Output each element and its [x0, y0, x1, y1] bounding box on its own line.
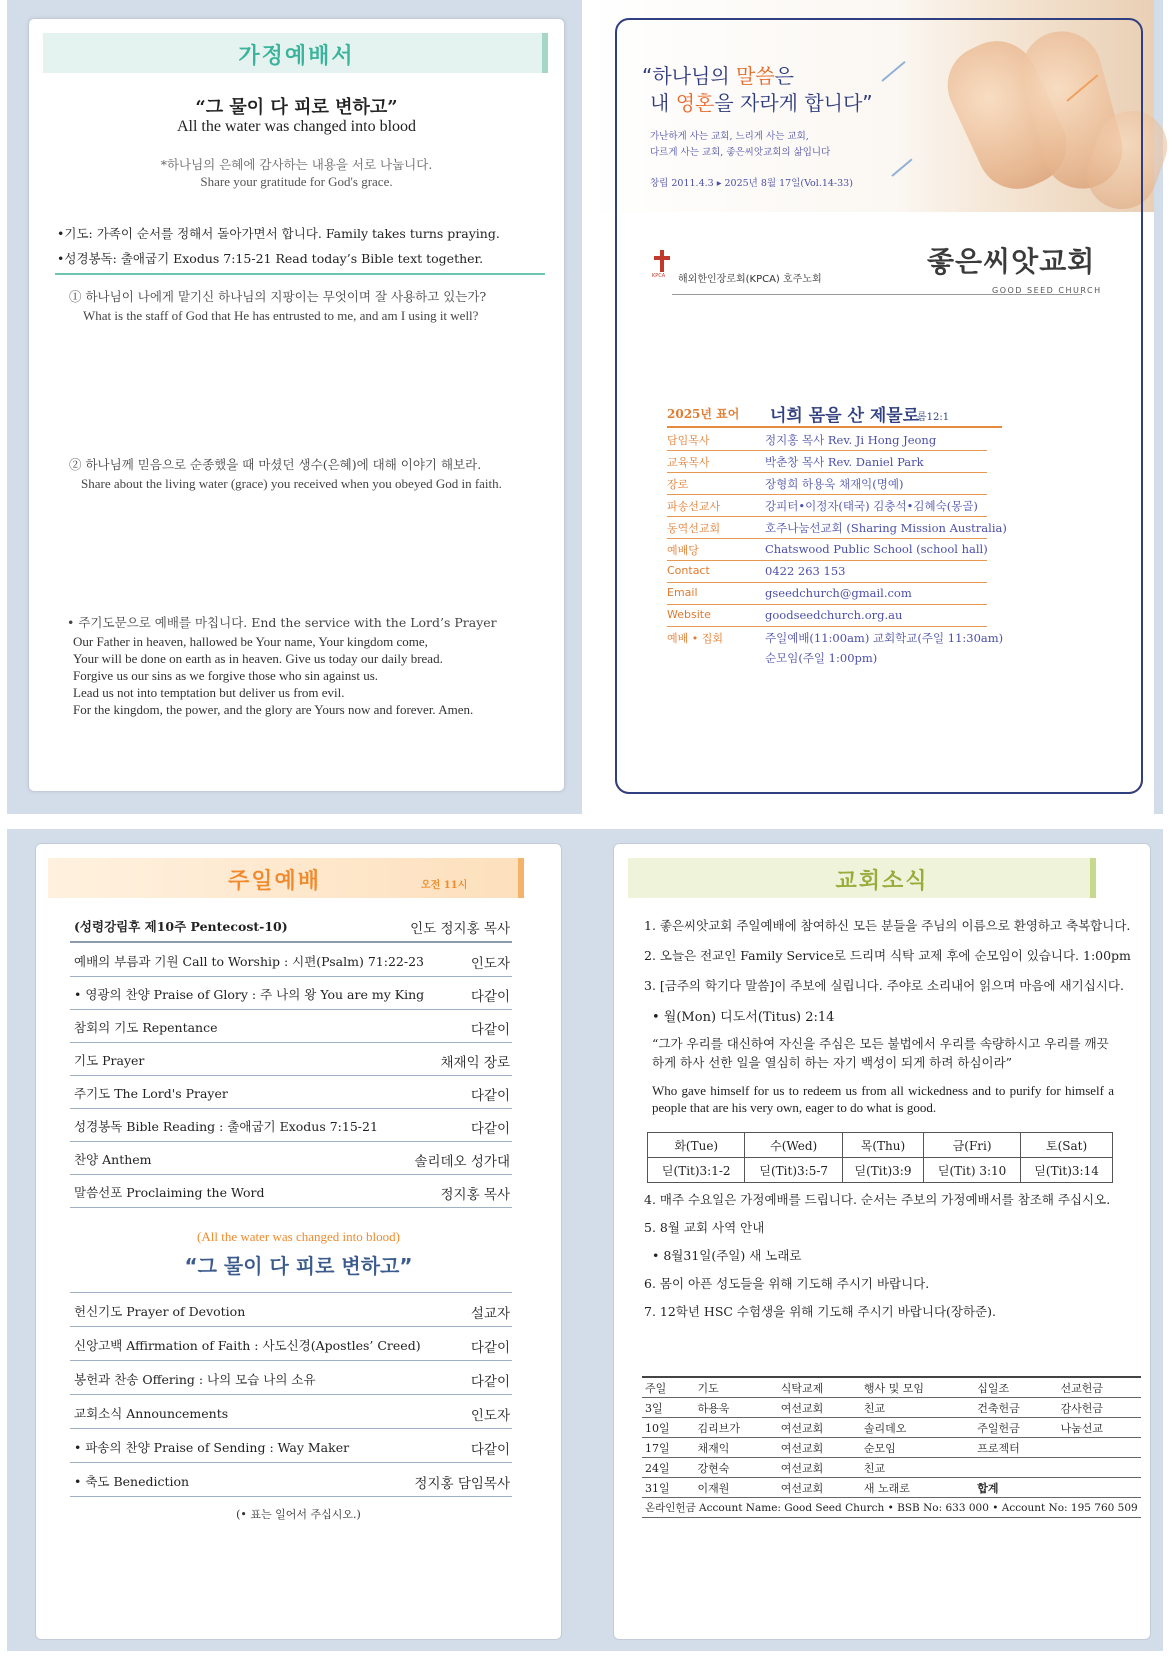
order-item-label: 교회소식 Announcements — [74, 1406, 229, 1421]
info-value: gseedchurch@gmail.com — [765, 586, 912, 600]
order-item — [70, 1328, 512, 1361]
motto-text: 은 — [774, 64, 794, 88]
duty-cell: 건축헌금 — [977, 1401, 1020, 1415]
info-row — [667, 605, 987, 627]
duty-row — [642, 1458, 1141, 1478]
prayer-line: Forgive us our sins as we forgive those who sin against us. — [73, 668, 378, 683]
motto-year-ref: 롬12:1 — [917, 412, 950, 423]
order-item-leader: 다같이 — [470, 1022, 510, 1038]
duty-cell: 선교헌금 — [1060, 1381, 1103, 1395]
duty-cell: 순모임 — [863, 1441, 896, 1455]
duty-cell — [1057, 1458, 1140, 1478]
order-item-label: 말씀선포 Proclaiming the Word — [74, 1185, 265, 1200]
order-item-label: 주기도 The Lord's Prayer — [74, 1086, 228, 1101]
weekly-refs-row — [648, 1158, 1113, 1183]
order-item-leader: 솔리데오 성가대 — [414, 1154, 510, 1170]
duty-cell: 기도 — [697, 1381, 719, 1395]
news-item-3-day: • 월(Mon) 디도서(Titus) 2:14 — [652, 1010, 835, 1025]
weekly-ref: 딛(Tit)3:9 — [842, 1158, 923, 1183]
info-label: 동역선교회 — [667, 522, 721, 535]
church-logo-en: GOOD SEED CHURCH — [992, 286, 1102, 295]
order-item — [70, 977, 512, 1010]
weekly-day: 화(Tue) — [648, 1133, 745, 1158]
motto-highlight: 말씀 — [736, 64, 775, 88]
duty-cell: 여선교회 — [780, 1401, 824, 1415]
info-label: 교육목사 — [667, 456, 710, 469]
duty-cell: 나눔선교 — [1060, 1421, 1103, 1435]
order-item — [70, 1396, 512, 1429]
duty-cell: 주일헌금 — [977, 1421, 1020, 1435]
weekly-day: 수(Wed) — [745, 1133, 842, 1158]
order-item-leader: 다같이 — [470, 989, 510, 1005]
order-item — [70, 1175, 512, 1208]
sermon-title-en: (All the water was changed into blood) — [197, 1229, 400, 1244]
news-item-4: 4. 매주 수요일은 가정예배를 드립니다. 순서는 주보의 가정예배서를 참조해 주십시오. — [644, 1192, 1111, 1207]
weekly-ref: 딛(Tit)3:5-7 — [745, 1158, 842, 1183]
duty-cell: 십일조 — [977, 1381, 1010, 1395]
weekly-ref: 딛(Tit)3:14 — [1021, 1158, 1113, 1183]
duty-cell: 24일 — [645, 1461, 670, 1475]
motto-sub-1: 가난하게 사는 교회, 느리게 사는 교회, — [650, 131, 809, 142]
info-top-rule — [667, 426, 1002, 428]
duty-cell: 여선교회 — [780, 1441, 824, 1455]
info-value: 장형희 하용욱 채재익(명예) — [765, 477, 904, 491]
duty-cell: 주일 — [645, 1381, 667, 1395]
order-item-leader: 다같이 — [470, 1374, 510, 1390]
duty-cell: 10일 — [645, 1421, 670, 1435]
church-season: (성령강림후 제10주 Pentecost-10) — [74, 919, 288, 934]
sermon-divider — [70, 1292, 512, 1293]
home-worship-title: 가정예배서 — [238, 44, 355, 69]
motto-highlight: 영혼 — [675, 91, 715, 115]
order-item-label: 신앙고백 Affirmation of Faith : 사도신경(Apostles’ Creed) — [74, 1338, 421, 1353]
account-row — [642, 1498, 1141, 1518]
weekly-reading-table — [647, 1132, 1113, 1183]
duty-cell: 여선교회 — [780, 1481, 824, 1495]
duty-cell: 31일 — [645, 1481, 670, 1495]
duty-row — [642, 1438, 1141, 1458]
closing-instruction: • 주기도문으로 예배를 마칩니다. End the service with the Lord’s Prayer — [67, 615, 497, 630]
motto-line-2 — [650, 87, 873, 116]
motto-sub-2: 다르게 사는 교회, 좋은씨앗교회의 삶입니다 — [650, 147, 831, 158]
duty-cell: 새 노래로 — [863, 1481, 910, 1495]
weekly-ref: 딛(Tit)3:1-2 — [648, 1158, 745, 1183]
worship-title: 주일예배 — [227, 869, 321, 894]
order-item-leader: 다같이 — [470, 1442, 510, 1458]
info-row — [667, 429, 987, 451]
motto-text: 내 — [650, 91, 676, 115]
lords-prayer-text — [73, 633, 543, 718]
duty-cell: 감사헌금 — [1060, 1401, 1103, 1415]
order-item — [70, 1076, 512, 1109]
order-item-label: • 파송의 찬양 Praise of Sending : Way Maker — [74, 1440, 350, 1455]
duty-cell — [1057, 1478, 1140, 1498]
duty-roster-table — [642, 1376, 1141, 1518]
kpca-cross-icon — [654, 250, 670, 278]
info-row — [667, 451, 987, 473]
home-worship-page — [28, 18, 565, 792]
order-item — [70, 1294, 512, 1327]
order-item-label: 기도 Prayer — [74, 1053, 145, 1068]
info-label: Website — [667, 608, 711, 621]
duty-cell: 이재원 — [697, 1481, 730, 1495]
order-item-label: 찬양 Anthem — [74, 1152, 152, 1167]
worship-order-page — [35, 843, 562, 1640]
logo-underline — [672, 294, 1082, 295]
order-item-label: 봉헌과 찬송 Offering : 나의 모습 나의 소유 — [74, 1372, 316, 1387]
news-item-3: 3. [금주의 학기다 말씀]이 주보에 실립니다. 주야로 소리내어 읽으며 마음에 새기십시다. — [644, 978, 1124, 993]
duty-cell: 친교 — [863, 1461, 886, 1475]
standing-footnote: (• 표는 일어서 주십시오.) — [236, 1508, 361, 1521]
home-theme-ko: “그 물이 다 피로 변하고” — [195, 97, 398, 118]
order-item-leader: 정지홍 목사 — [440, 1187, 510, 1203]
question-1-en: What is the staff of God that He has entrusted to me, and am I using it well? — [83, 308, 479, 323]
order-item-label: 참회의 기도 Repentance — [74, 1020, 218, 1035]
info-value: 주일예배(11:00am) 교회학교(주일 11:30am) — [765, 631, 1004, 645]
order-item-leader: 인도자 — [470, 1408, 510, 1424]
worship-time: 오전 11시 — [421, 880, 468, 891]
duty-cell: 합계 — [977, 1481, 999, 1495]
news-verse-ko: “그가 우리를 대신하여 자신을 주심은 모든 불법에서 우리를 속량하시고 우리를 깨끗하게 하사 선한 일을 열심히 하는 자기 백성이 되게 하려 하심이라” — [652, 1036, 1109, 1070]
online-offering-account: 온라인헌금 Account Name: Good Seed Church • BSB No: 633 000 • Account No: 195 760 509 — [645, 1502, 1138, 1514]
motto-text: 을 자라게 합니다” — [714, 91, 873, 115]
prayer-line: For the kingdom, the power, and the glory are Yours now and forever. Amen. — [73, 702, 474, 717]
weekly-day: 토(Sat) — [1021, 1133, 1113, 1158]
news-title: 교회소식 — [835, 869, 929, 894]
order-item — [70, 1464, 512, 1497]
sermon-title-ko: “그 물이 다 피로 변하고” — [184, 1254, 413, 1278]
duty-cell: 식탁교제 — [780, 1381, 824, 1395]
info-row — [667, 473, 987, 495]
order-item-leader: 설교자 — [470, 1306, 510, 1322]
duty-cell: 프로젝터 — [977, 1441, 1020, 1455]
news-item-6: 6. 몸이 아픈 성도들을 위해 기도해 주시기 바랍니다. — [644, 1276, 930, 1291]
order-item-label: 헌신기도 Prayer of Devotion — [74, 1304, 246, 1319]
order-item — [70, 1010, 512, 1043]
order-item-leader: 다같이 — [470, 1121, 510, 1137]
info-value: Chatswood Public School (school hall) — [765, 542, 988, 556]
duty-cell: 여선교회 — [780, 1421, 824, 1435]
question-2-ko: ② 하나님께 믿음으로 순종했을 때 마셨던 생수(은혜)에 대해 이야기 해보라. — [69, 457, 482, 472]
info-row — [667, 583, 987, 605]
kpca-mark-text: KPCA — [652, 273, 666, 279]
info-row — [667, 627, 1004, 648]
home-intro-en: Share your gratitude for God's grace. — [200, 174, 393, 189]
order-item — [70, 1043, 512, 1076]
order-item — [70, 1362, 512, 1395]
info-row — [667, 561, 987, 583]
order-item-leader: 인도자 — [470, 956, 510, 972]
order-item-leader: 다같이 — [470, 1340, 510, 1356]
news-verse-en: Who gave himself for us to redeem us from all wickedness and to purify for himself a people that are his very own, eager to do what is good. — [652, 1083, 1114, 1115]
prayer-line: Your will be done on earth as in heaven. Give us today our daily bread. — [73, 651, 443, 666]
motto-text: “하나님의 — [642, 64, 736, 88]
duty-row — [642, 1418, 1141, 1438]
info-label: 담임목사 — [667, 434, 710, 447]
news-item-5: 5. 8월 교회 사역 안내 — [644, 1220, 765, 1235]
info-value: goodseedchurch.org.au — [765, 608, 903, 622]
info-value: 0422 263 153 — [765, 564, 846, 578]
prayer-line: Lead us not into temptation but deliver us from evil. — [73, 685, 345, 700]
question-2-en: Share about the living water (grace) you received when you obeyed God in faith. — [81, 476, 502, 491]
cover-page — [582, 0, 1154, 814]
home-step-reading: •성경봉독: 출애굽기 Exodus 7:15-21 Read today’s Bible text together. — [57, 251, 484, 266]
order-item — [70, 1109, 512, 1142]
duty-row — [642, 1398, 1141, 1418]
info-value-extra: 순모임(주일 1:00pm) — [765, 651, 878, 665]
duty-cell — [974, 1458, 1057, 1478]
duty-cell: 친교 — [863, 1401, 886, 1415]
bulletin-inner-spread — [7, 829, 1163, 1651]
news-item-2: 2. 오늘은 전교인 Family Service로 드리며 식탁 교제 후에 순모임이 있습니다. 1:00pm — [644, 948, 1131, 963]
order-item-label: 성경봉독 Bible Reading : 출애굽기 Exodus 7:15-21 — [74, 1119, 378, 1134]
founded-date: 창립 2011.4.3 ▸ 2025년 8월 17일(Vol.14-33) — [650, 178, 853, 189]
order-item — [70, 1430, 512, 1463]
info-label: 예배 • 집회 — [667, 632, 723, 645]
duty-cell: 솔리데오 — [863, 1421, 907, 1435]
order-item-label: 예배의 부름과 기원 Call to Worship : 시편(Psalm) 71:22-23 — [74, 954, 424, 969]
season-row — [70, 909, 512, 943]
motto-year-text: 너희 몸을 산 제물로 — [770, 406, 920, 426]
order-item — [70, 944, 512, 977]
info-label: Contact — [667, 564, 710, 577]
info-row — [667, 495, 987, 517]
weekly-day: 금(Fri) — [924, 1133, 1021, 1158]
info-label: Email — [667, 586, 698, 599]
home-divider — [55, 273, 545, 275]
order-item-label: • 축도 Benediction — [74, 1474, 190, 1489]
denomination: 해외한인장로회(KPCA) 호주노회 — [678, 274, 822, 285]
weekly-ref: 딛(Tit) 3:10 — [924, 1158, 1021, 1183]
question-1-ko: ① 하나님이 나에게 맡기신 하나님의 지팡이는 무엇이며 잘 사용하고 있는가? — [69, 289, 487, 304]
home-theme-en: All the water was changed into blood — [176, 118, 417, 135]
duty-cell: 여선교회 — [780, 1461, 824, 1475]
weekly-days-row — [648, 1133, 1113, 1158]
order-item — [70, 1142, 512, 1175]
duty-cell: 하용욱 — [697, 1401, 730, 1415]
info-value: 정지홍 목사 Rev. Ji Hong Jeong — [765, 433, 937, 447]
duty-cell: 채재익 — [697, 1441, 730, 1455]
info-label: 장로 — [667, 478, 689, 491]
motto-line-1 — [642, 60, 794, 89]
order-item-leader: 다같이 — [470, 1088, 510, 1104]
duty-row — [642, 1478, 1141, 1498]
info-value: 강피터•이정자(태국) 김충석•김혜숙(몽골) — [765, 499, 978, 513]
order-item-label: • 영광의 찬양 Praise of Glory : 주 나의 왕 You are my King — [74, 987, 425, 1002]
bulletin-outer-spread — [7, 0, 1163, 814]
weekly-day: 목(Thu) — [842, 1133, 923, 1158]
duty-cell — [1057, 1438, 1140, 1458]
duty-cell: 김리브가 — [697, 1421, 741, 1435]
info-row — [667, 517, 1007, 539]
duty-row — [642, 1377, 1141, 1398]
info-value: 박춘창 목사 Rev. Daniel Park — [765, 455, 924, 469]
info-label: 예배당 — [667, 544, 699, 557]
duty-cell: 행사 및 모임 — [863, 1381, 925, 1395]
order-item-leader: 정지홍 담임목사 — [414, 1476, 510, 1492]
home-intro-ko: *하나님의 은혜에 감사하는 내용을 서로 나눕니다. — [160, 157, 433, 172]
info-value: 호주나눔선교회 (Sharing Mission Australia) — [765, 521, 1007, 535]
duty-cell: 3일 — [645, 1401, 663, 1415]
news-item-7: 7. 12학년 HSC 수험생을 위해 기도해 주시기 바랍니다(장하준). — [644, 1304, 996, 1319]
info-row — [667, 539, 987, 561]
prayer-line: Our Father in heaven, hallowed be Your name, Your kingdom come, — [73, 634, 428, 649]
news-item-5-sub: • 8월31일(주일) 새 노래로 — [652, 1248, 802, 1263]
church-logo: 좋은씨앗교회 — [927, 245, 1096, 278]
season-leader: 인도 정지홍 목사 — [410, 921, 510, 937]
duty-cell: 강현숙 — [697, 1461, 730, 1475]
news-item-1: 1. 좋은씨앗교회 주일예배에 참여하신 모든 분들을 주님의 이름으로 환영하고 축복합니다. — [644, 918, 1131, 933]
order-item-leader: 채재익 장로 — [440, 1055, 510, 1071]
motto-year-label: 2025년 표어 — [667, 407, 740, 421]
duty-cell: 17일 — [645, 1441, 670, 1455]
church-news-page — [613, 843, 1151, 1640]
info-label: 파송선교사 — [667, 500, 721, 513]
home-step-prayer: •기도: 가족이 순서를 정해서 돌아가면서 합니다. Family takes turns praying. — [57, 226, 500, 241]
